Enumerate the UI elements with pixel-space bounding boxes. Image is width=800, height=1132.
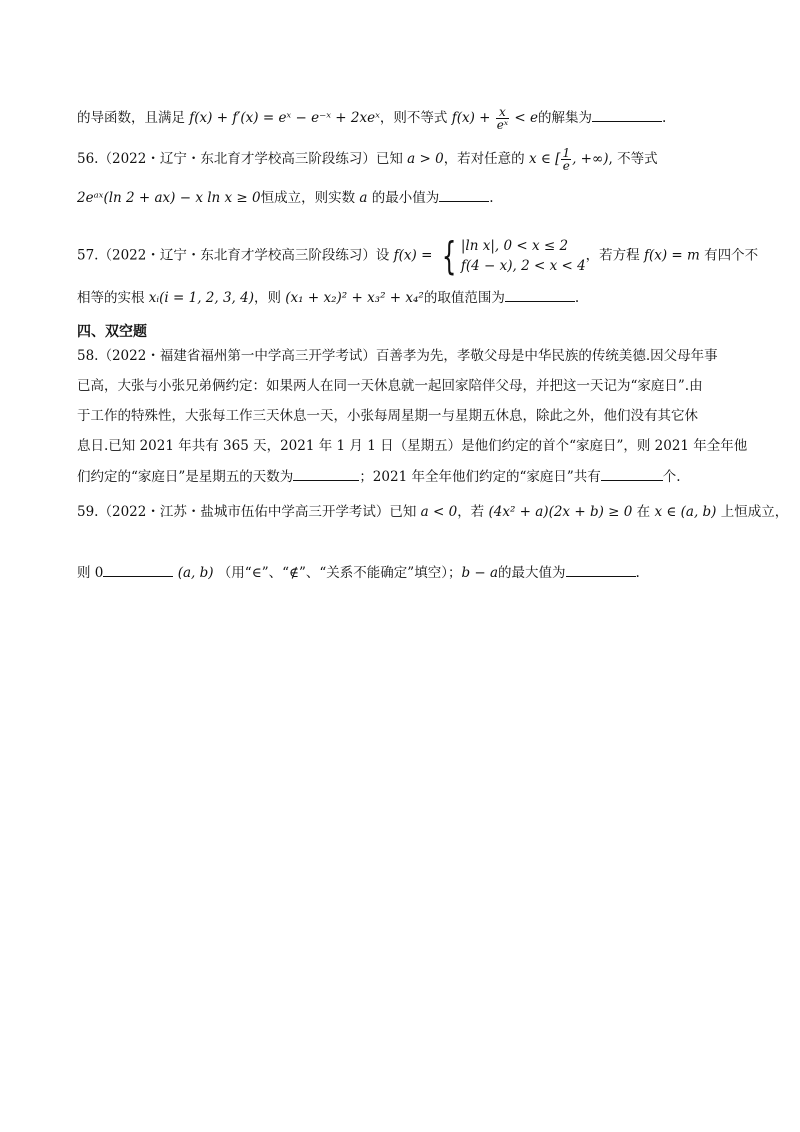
q59-text-2: ，若 [457, 504, 485, 520]
q56-text-3: , 不等式 [608, 151, 658, 167]
q57-end: . [574, 290, 580, 306]
q59-end: . [635, 565, 640, 581]
q56-fraction [561, 147, 571, 172]
q58-line-2: 已高，大张与小张兄弟俩约定：如果两人在同一天休息就一起回家陪伴父母，并把这一天记为“家庭日”.由 [77, 378, 703, 394]
q57-source: （2022・辽宁・东北育才学校高三阶段练习） [98, 247, 376, 264]
q59-interval-2: (a, b) [177, 565, 214, 581]
q56-domain-left: x ∈ [ [528, 151, 561, 167]
q55-ineq-left: f(x) + [451, 110, 491, 126]
q57-text-4: 相等的实根 [77, 290, 145, 306]
q56-number: 56. [77, 151, 99, 167]
q56-text-5: 的最小值为 [371, 190, 440, 206]
q59-text-3: 在 [636, 504, 651, 520]
q56-text-2: ，若对任意的 [443, 151, 525, 167]
q57-text-6: 的取值范围为 [423, 290, 505, 306]
q59-text-6: （用“∈”、“∉”、“关系不能确定”填空）； [217, 565, 462, 581]
q59-number: 59. [77, 504, 99, 520]
q58-text-a: 们约定的“家庭日”是星期五的天数为 [77, 469, 294, 485]
q57-text-3: 有四个不 [704, 247, 759, 264]
q55-equation: f(x) + f′(x) = eˣ − e⁻ˣ + 2xeˣ [189, 110, 380, 126]
q58-answer-blank-1[interactable] [293, 466, 359, 481]
q57-expression: (x₁ + x₂)² + x₃² + x₄² [285, 290, 424, 306]
q56-text-1: 已知 [375, 151, 403, 167]
q56-frac-den: e [562, 159, 570, 173]
q59-inequality: (4x² + a)(2x + b) ≥ 0 [488, 504, 633, 520]
q56-line-2 [77, 187, 494, 208]
q59-interval: x ∈ (a, b) [654, 504, 717, 520]
q57-brace: { [441, 234, 457, 278]
q58-line-3: 于工作的特殊性，大张每工作三天休息一天，小张每周星期一与星期五休息，除此之外，他们没有其它休 [77, 408, 698, 424]
q59-expression: b − a [461, 565, 499, 581]
q57-text-2: ，若方程 [585, 247, 640, 264]
q58-line-5 [77, 466, 681, 487]
q57-text-5: ，则 [253, 290, 281, 306]
q56-inequality: 2eᵃˣ(ln 2 + ax) − x ln x ≥ 0 [77, 190, 261, 206]
q56-end: . [489, 190, 494, 206]
q59-text-5: 则 0 [77, 565, 104, 581]
q57-case-2: f(4 − x), 2 < x < 4 [460, 258, 586, 274]
q56-line-1 [77, 147, 658, 172]
q56-source: （2022・辽宁・东北育才学校高三阶段练习） [98, 151, 376, 167]
q58-line-4: 息日.已知 2021 年共有 365 天，2021 年 1 月 1 日（星期五）是他们约定的首个“家庭日”，则 2021 年全年他 [77, 438, 748, 454]
q57-function: f(x) = [393, 247, 433, 264]
q55-ineq-right: < e [514, 110, 539, 126]
q59-condition: a < 0 [420, 504, 458, 520]
q59-text-7: 的最大值为 [498, 565, 566, 581]
q57-answer-blank[interactable] [505, 287, 575, 302]
q55-line [77, 106, 666, 131]
q57-line-2 [77, 287, 579, 308]
q57-roots: xᵢ(i = 1, 2, 3, 4) [148, 290, 254, 306]
q56-domain-right: , +∞) [572, 151, 609, 167]
q58-text-c: 个. [662, 469, 681, 485]
section-heading: 四、双空题 [77, 324, 147, 340]
q57-case-1: |ln x|, 0 < x ≤ 2 [460, 238, 569, 254]
q55-frac-num: x [496, 106, 509, 119]
q59-text-1: 已知 [389, 504, 417, 520]
q55-end: . [662, 110, 667, 126]
q57-cases [461, 236, 586, 276]
q55-frac-den: eˣ [496, 118, 509, 132]
q59-answer-blank-1[interactable] [103, 562, 173, 577]
q55-text-1: 的导函数，且满足 [77, 110, 185, 126]
q59-text-4: 上恒成立， [720, 504, 789, 520]
q55-text-2: ，则不等式 [379, 110, 448, 126]
q55-fraction [496, 106, 509, 131]
q55-answer-blank[interactable] [592, 107, 662, 122]
q57-line-1 [77, 236, 758, 276]
q58-line-1: 58.（2022・福建省福州第一中学高三开学考试）百善孝为先，孝敬父母是中华民族的传统美德.因父母年事 [77, 348, 718, 364]
q57-number: 57. [77, 247, 99, 264]
q57-equation: f(x) = m [643, 247, 700, 264]
q59-line-1 [77, 502, 788, 522]
q55-text-3: 的解集为 [538, 110, 593, 126]
q56-condition: a > 0 [407, 151, 444, 167]
q56-frac-num: 1 [562, 146, 571, 160]
q56-variable: a [359, 190, 368, 206]
q56-answer-blank[interactable] [439, 187, 489, 202]
q59-line-2 [77, 562, 640, 583]
q58-text-b: ；2021 年全年他们约定的“家庭日”共有 [359, 469, 601, 485]
q56-text-4: 恒成立，则实数 [260, 190, 356, 206]
q59-source: （2022・江苏・盐城市伍佑中学高三开学考试） [98, 504, 390, 520]
q58-answer-blank-2[interactable] [601, 466, 663, 481]
q57-text-1: 设 [375, 247, 390, 264]
q59-answer-blank-2[interactable] [566, 562, 636, 577]
